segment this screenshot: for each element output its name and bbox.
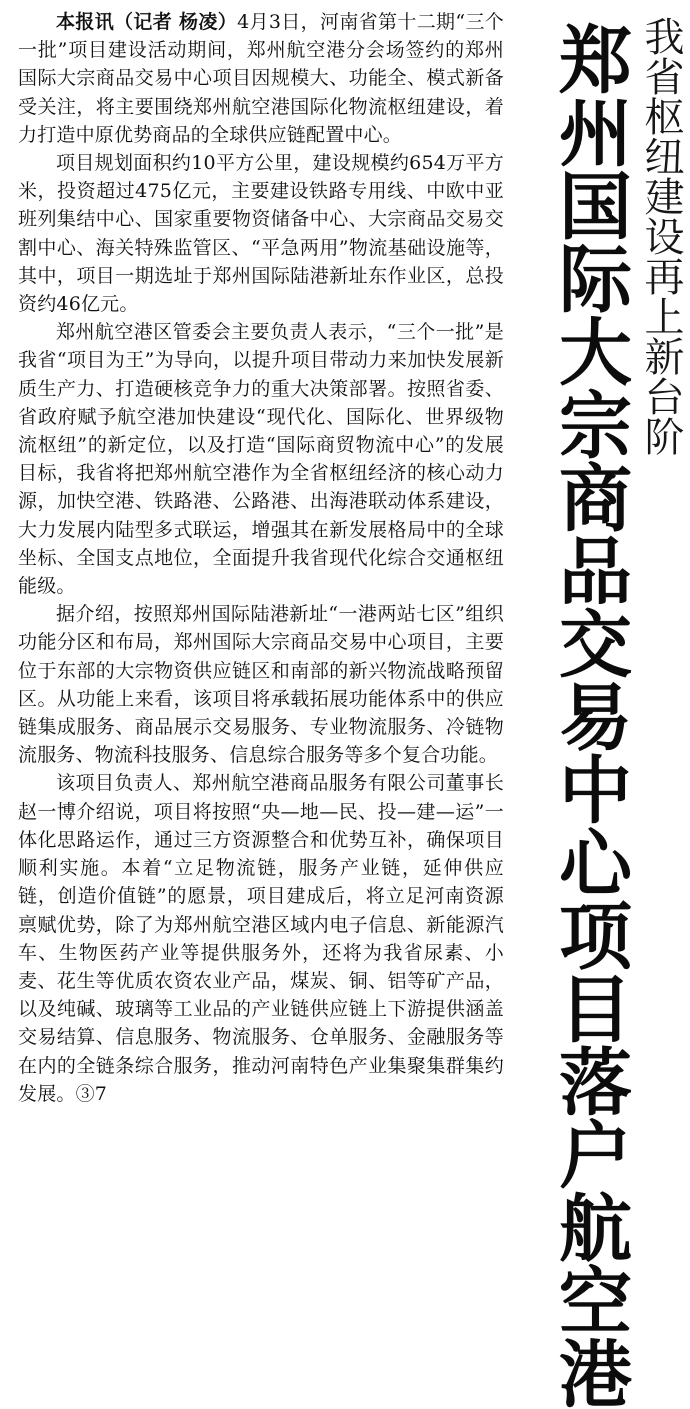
article-paragraph-1 xyxy=(18,8,504,149)
article-paragraph-2: 项目规划面积约10平方公里，建设规模约654万平方米，投资超过475亿元，主要建设铁路专用线、中欧中亚班列集结中心、国家重要物资储备中心、大宗商品交易交割中心、海关特殊监管区、“平急两用”物流基础设施等，其中，项目一期选址于郑州国际陆港新址东作业区，总投资约46亿元。 xyxy=(18,152,504,316)
byline-reporter: （记者 杨凌） xyxy=(114,11,238,33)
article-body xyxy=(18,8,504,1132)
headline: 郑州国际大宗商品交易中心项目落户航空港 xyxy=(546,22,631,1409)
article-paragraph-4: 据介绍，按照郑州国际陆港新址“一港两站七区”组织功能分区和布局，郑州国际大宗商品交易中心项目，主要位于东部的大宗物资供应链区和南部的新兴物流战略预留区。从功能上来看，该项目将承载拓展功能体系中的供应链集成服务、商品展示交易服务、专业物流服务、冷链物流服务、物流科技服务、信息综合服务等多个复合功能。 xyxy=(18,603,504,767)
subheadline: 我省枢纽建设再上新台阶 xyxy=(638,16,684,456)
article-paragraph-3: 郑州航空港区管委会主要负责人表示，“三个一批”是我省“项目为王”为导向，以提升项目带动力来加快发展新质生产力、打造硬核竞争力的重大决策部署。按照省委、省政府赋予航空港加快建设“现代化、国际化、世界级物流枢纽”的新定位，以及打造“国际商贸物流中心”的发展目标，我省将把郑州航空港作为全省枢纽经济的核心动力源，加快空港、铁路港、公路港、出海港联动体系建设，大力发展内陆型多式联运，增强其在新发展格局中的全球坐标、全国支点地位，全面提升我省现代化综合交通枢纽能级。 xyxy=(18,321,504,598)
paragraph-text: 4月3日，河南省第十二期“三个一批”项目建设活动期间，郑州航空港分会场签约的郑州国际大宗商品交易中心项目因规模大、功能全、模式新备受关注，将主要围绕郑州航空港国际化物流枢纽建设，着力打造中原优势商品的全球供应链配置中心。 xyxy=(18,11,504,146)
byline-lead: 本报讯 xyxy=(56,11,115,33)
article-paragraph-5: 该项目负责人、郑州航空港商品服务有限公司董事长赵一博介绍说，项目将按照“央—地—民、投—建—运”一体化思路运作，通过三方资源整合和优势互补，确保项目顺利实施。本着“立足物流链，服务产业链，延伸供应链，创造价值链”的愿景，项目建成后，将立足河南资源禀赋优势，除了为郑州航空港区域内电子信息、新能源汽车、生物医药产业等提供服务外，还将为我省尿素、小麦、花生等优质农资农业产品，煤炭、铜、铝等矿产品，以及纯碱、玻璃等工业品的产业链供应链上下游提供涵盖交易结算、信息服务、物流服务、仓单服务、金融服务等在内的全链条综合服务，推动河南特色产业集聚集群集约发展。③7 xyxy=(18,772,504,1105)
